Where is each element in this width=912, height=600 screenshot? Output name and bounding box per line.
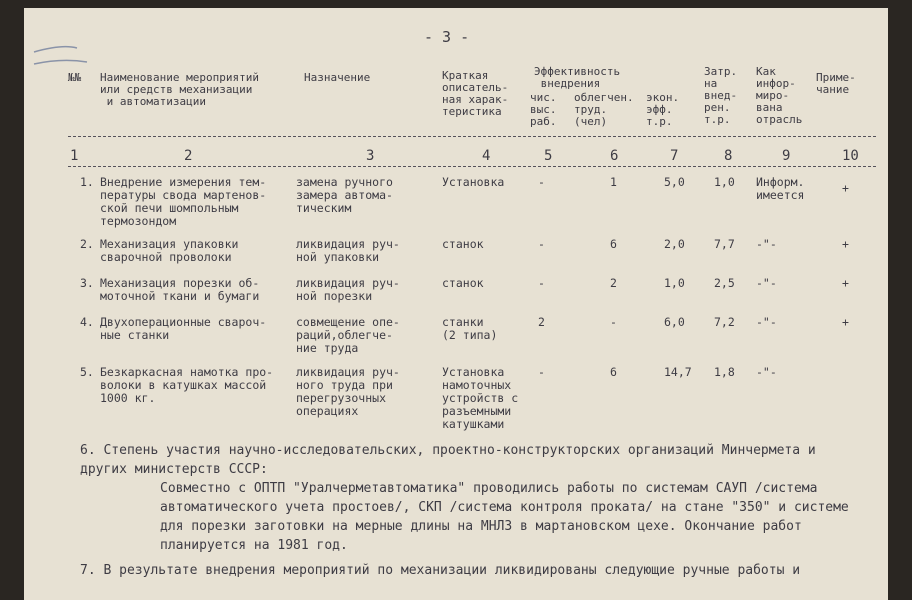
row-col9: -"- [756, 365, 777, 379]
row-col5: 2 [538, 315, 545, 329]
row-name: Двухоперационные свароч- ные станки [100, 315, 267, 342]
row-col9: Информ. имеется [756, 175, 805, 202]
row-description: Установка [442, 175, 505, 189]
header-rule-top [68, 136, 876, 137]
header-effectiveness: Эффективность внедрения [534, 65, 621, 90]
row-col10: + [842, 276, 849, 290]
section-7: 7. В результате внедрения мероприятий по механизации ликвидированы следующие ручные работы и [80, 563, 801, 578]
column-number: 4 [482, 148, 491, 164]
row-col7: 5,0 [664, 175, 685, 189]
row-purpose: ликвидация руч- ной порезки [296, 276, 400, 303]
header-col3: Назначение [304, 71, 371, 84]
row-description: станки (2 типа) [442, 315, 498, 342]
row-col8: 1,8 [714, 365, 735, 379]
row-name: Механизация упаковки сварочной проволоки [100, 237, 239, 264]
column-number: 10 [842, 148, 859, 164]
header-col8: Затр. на внед- рен. т.р. [704, 65, 738, 126]
row-number: 1. [80, 175, 94, 189]
row-col8: 2,5 [714, 276, 735, 290]
header-col6: облегчен. труд. (чел) [574, 91, 634, 128]
row-name: Внедрение измерения тем- пературы свода мартенов- ской печи шомпольным термозондом [100, 175, 267, 228]
row-col6: 1 [610, 175, 617, 189]
header-col4: Краткая описатель- ная харак- теристика [442, 69, 509, 118]
column-number: 1 [70, 148, 79, 164]
row-description: станок [442, 237, 484, 251]
row-col8: 1,0 [714, 175, 735, 189]
column-number: 7 [670, 148, 679, 164]
row-col7: 1,0 [664, 276, 685, 290]
row-purpose: совмещение опе- раций,облегче- ние труда [296, 315, 400, 355]
row-number: 5. [80, 365, 94, 379]
header-col7: экон. эфф. т.р. [646, 91, 680, 128]
row-number: 3. [80, 276, 94, 290]
section-6 [80, 441, 870, 555]
document-page [24, 8, 888, 600]
page-number: - 3 - [424, 28, 470, 46]
row-col10: + [842, 315, 849, 329]
row-col5: - [538, 237, 545, 251]
row-description: Установка намоточных устройств с разъемными катушками [442, 365, 519, 431]
row-number: 2. [80, 237, 94, 251]
header-col9: Как инфор- миро- вана отрасль [756, 65, 803, 126]
row-col9: -"- [756, 315, 777, 329]
column-number: 6 [610, 148, 619, 164]
header-col5: чис. выс. раб. [530, 91, 557, 128]
column-number: 5 [544, 148, 553, 164]
row-col6: 2 [610, 276, 617, 290]
header-rule-bottom [68, 166, 876, 167]
row-col5: - [538, 175, 545, 189]
column-number: 9 [782, 148, 791, 164]
row-purpose: ликвидация руч- ной упаковки [296, 237, 400, 264]
row-number: 4. [80, 315, 94, 329]
row-col6: 6 [610, 237, 617, 251]
row-description: станок [442, 276, 484, 290]
row-name: Безкаркасная намотка про- волоки в катушках массой 1000 кг. [100, 365, 274, 405]
row-col5: - [538, 365, 545, 379]
row-col6: 6 [610, 365, 617, 379]
header-num: №№ [68, 71, 82, 84]
row-col8: 7,2 [714, 315, 735, 329]
column-number: 8 [724, 148, 733, 164]
section-6-text: Совместно с ОПТП "Уралчерметавтоматика" проводились работы по системам САУП /система автоматического учета простоев/, СКП /система контроля проката/ на стане "350" и системе для порезки заготовки на мерные длины на МНЛЗ в мартановском цехе. Окончание работ планируется на 1981 год. [160, 481, 849, 553]
row-col10: + [842, 181, 849, 195]
column-number: 3 [366, 148, 375, 164]
pen-mark [32, 42, 92, 72]
row-col7: 14,7 [664, 365, 692, 379]
row-col7: 2,0 [664, 237, 685, 251]
column-number: 2 [184, 148, 193, 164]
header-col10: Приме- чание [816, 71, 856, 96]
row-col10: + [842, 237, 849, 251]
row-col6: - [610, 315, 617, 329]
section-6-heading: 6. Степень участия научно-исследовательских, проектно-конструкторских организаций Минчермета и других министерств СССР: [80, 443, 816, 477]
row-purpose: замена ручного замера автома- тическим [296, 175, 393, 215]
header-col2: Наименование мероприятий или средств механизации и автоматизации [100, 71, 259, 108]
row-col8: 7,7 [714, 237, 735, 251]
row-name: Механизация порезки об- моточной ткани и бумаги [100, 276, 260, 303]
row-col5: - [538, 276, 545, 290]
row-col9: -"- [756, 237, 777, 251]
row-col7: 6,0 [664, 315, 685, 329]
row-purpose: ликвидация руч- ного труда при перегрузочных операциях [296, 365, 400, 418]
row-col9: -"- [756, 276, 777, 290]
